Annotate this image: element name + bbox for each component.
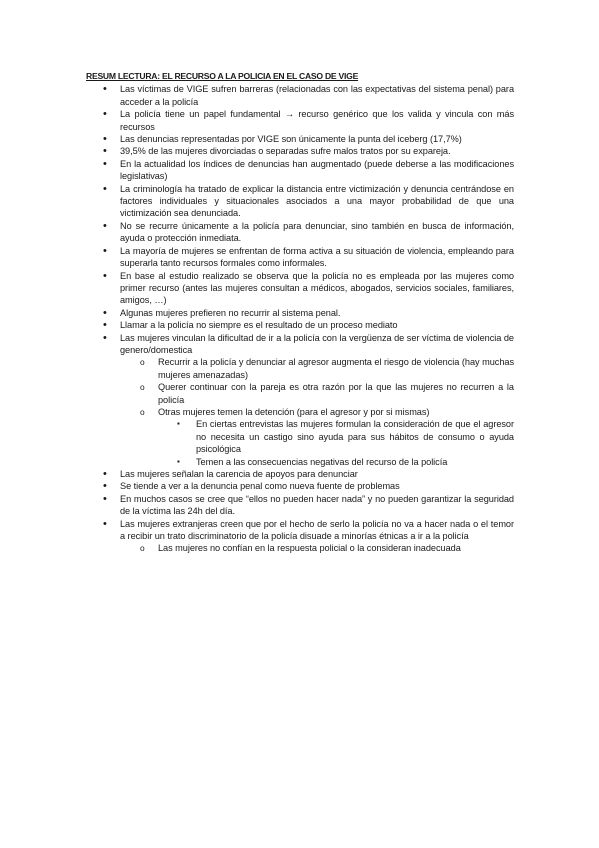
bullet-text: La policía tiene un papel fundamental → recurso genérico que los valida y vincula con más recursos bbox=[120, 109, 514, 132]
bullet-list bbox=[86, 83, 514, 554]
sub-bullet-item bbox=[86, 542, 514, 554]
bullet-text: Otras mujeres temen la detención (para el agresor y por si mismas) bbox=[158, 406, 430, 417]
bullet-item bbox=[86, 307, 514, 319]
bullet-item bbox=[86, 108, 514, 133]
bullet-text: En ciertas entrevistas las mujeres formulan la consideración de que el agresor no necesita un castigo sino ayuda para sus hábitos de consumo o ayuda psicológica bbox=[196, 419, 514, 455]
bullet-text: Algunas mujeres prefieren no recurrir al sistema penal. bbox=[120, 307, 341, 318]
document-title: RESUM LECTURA: EL RECURSO A LA POLICIA EN EL CASO DE VIGE bbox=[86, 71, 359, 81]
bullet-text: No se recurre únicamente a la policía para denunciar, sino también en busca de información, ayuda o protección inmediata. bbox=[120, 220, 514, 244]
bullet-item bbox=[86, 245, 514, 270]
sub-bullet-item bbox=[86, 406, 514, 468]
sub-bullet-list bbox=[120, 542, 514, 554]
bullet-text: En muchos casos se cree que “ellos no pueden hacer nada” y no pueden garantizar la seguridad de la víctima las 24h del día. bbox=[120, 493, 514, 517]
bullet-item bbox=[86, 133, 514, 145]
bullet-item bbox=[86, 158, 514, 183]
bullet-text: Querer continuar con la pareja es otra razón por la que las mujeres no recurren a la policía bbox=[158, 382, 514, 405]
bullet-item bbox=[86, 220, 514, 245]
bullet-text: La mayoría de mujeres se enfrentan de forma activa a su situación de violencia, empleando para superarla tanto recursos formales como informales. bbox=[120, 245, 514, 269]
bullet-item bbox=[86, 332, 514, 468]
sub-bullet-item bbox=[86, 381, 514, 406]
bullet-text: Las mujeres extranjeras creen que por el hecho de serlo la policía no va a hacer nada o el temor a recibir un trato discriminatorio de la policía disuade a minorías étnicas a ir a la policía bbox=[120, 518, 514, 542]
bullet-text: Llamar a la policía no siempre es el resultado de un proceso mediato bbox=[120, 320, 398, 331]
bullet-item bbox=[86, 319, 514, 331]
bullet-item bbox=[86, 270, 514, 307]
bullet-text: Recurrir a la policía y denunciar al agresor augmenta el riesgo de violencia (hay muchas mujeres amenazadas) bbox=[158, 357, 514, 380]
bullet-item bbox=[86, 518, 514, 555]
bullet-text: Se tiende a ver a la denuncia penal como nueva fuente de problemas bbox=[120, 481, 400, 492]
bullet-text: 39,5% de las mujeres divorciadas o separadas sufre malos tratos por su expareja. bbox=[120, 146, 451, 157]
bullet-text: Las denuncias representadas por VIGE son únicamente la punta del iceberg (17,7%) bbox=[120, 134, 462, 145]
bullet-text: En base al estudio realizado se observa que la policía no es empleada por las mujeres como primer recurso (antes las mujeres consultan a médicos, abogados, servicios sociales, familiares, amigos, …) bbox=[120, 270, 514, 306]
sub-sub-bullet-item bbox=[86, 456, 514, 468]
sub-sub-bullet-item bbox=[86, 418, 514, 455]
bullet-text: Las mujeres no confían en la respuesta policial o la consideran inadecuada bbox=[158, 543, 461, 554]
bullet-item bbox=[86, 493, 514, 518]
sub-bullet-list bbox=[120, 356, 514, 468]
bullet-item bbox=[86, 83, 514, 108]
bullet-text: En la actualidad los índices de denuncias han augmentado (puede deberse a las modificaciones legislativas) bbox=[120, 158, 514, 182]
bullet-item bbox=[86, 145, 514, 157]
sub-bullet-item bbox=[86, 356, 514, 381]
bullet-text: Las mujeres vinculan la dificultad de ir a la policía con la vergüenza de ser víctima de violencia de genero/domestica bbox=[120, 332, 514, 355]
bullet-item bbox=[86, 183, 514, 220]
bullet-item bbox=[86, 480, 514, 492]
bullet-text: Las víctimas de VIGE sufren barreras (relacionadas con las expectativas del sistema penal) para acceder a la policía bbox=[120, 84, 514, 107]
bullet-item bbox=[86, 468, 514, 480]
sub-sub-bullet-list bbox=[158, 418, 514, 468]
document-body bbox=[86, 70, 514, 555]
bullet-text: Temen a las consecuencias negativas del recurso de la policía bbox=[196, 456, 448, 467]
bullet-text: Las mujeres señalan la carencia de apoyos para denunciar bbox=[120, 469, 358, 479]
bullet-text: La criminología ha tratado de explicar la distancia entre victimización y denuncia centrándose en factores individuales y situacionales asociados a una mayor probabilidad de que una victimización sea denunciada. bbox=[120, 183, 514, 219]
